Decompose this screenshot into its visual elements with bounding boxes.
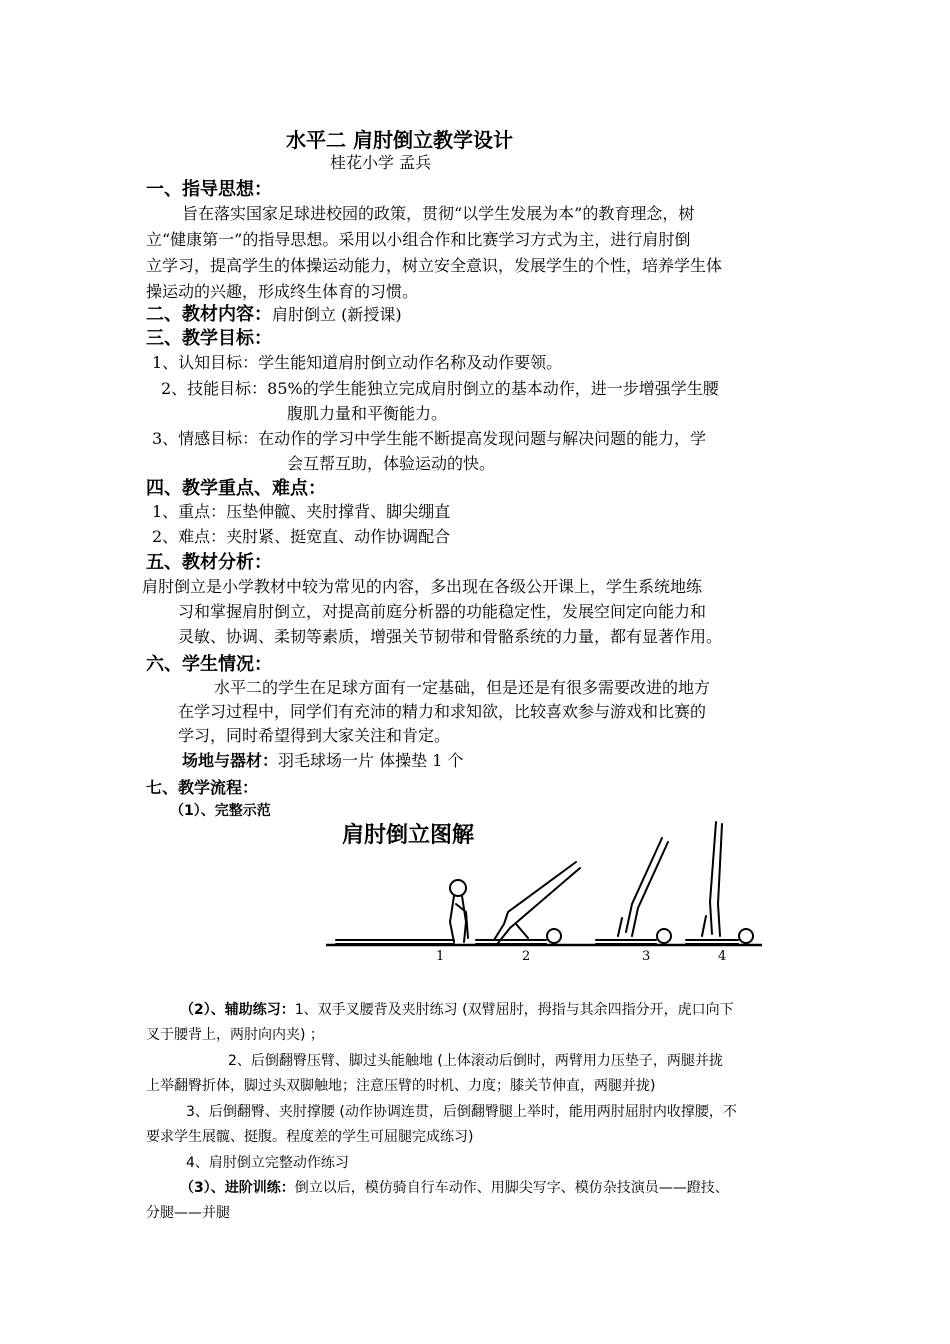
section-6-heading: 六、学生情况： (146, 654, 272, 675)
step-1-label: （1）、完整示范 (170, 803, 271, 819)
step-3-line-2: 分腿——并腿 (146, 1205, 230, 1221)
goal-skill-cont: 腹肌力量和平衡能力。 (287, 404, 448, 423)
section-7-heading: 七、教学流程： (146, 778, 259, 797)
step-2-label: （2）、辅助练习： (180, 1002, 295, 1018)
section-4-heading: 四、教学重点、难点： (146, 478, 326, 499)
pose-number-1: 1 (436, 949, 445, 962)
difficult-point: 2、难点：夹肘紧、挺宽直、动作协调配合 (152, 527, 451, 546)
step-2-text: 1、双手叉腰背及夹肘练习 (双臂屈肘，拇指与其余四指分开，虎口向下 (294, 1002, 734, 1018)
venue-line (182, 748, 463, 774)
venue-value: 羽毛球场一片 体操垫 1 个 (278, 751, 464, 770)
pose-number-3: 3 (642, 949, 651, 962)
section-5-line: 习和掌握肩肘倒立，对提高前庭分析器的功能稳定性，发展空间定向能力和 (178, 602, 707, 621)
diagram-title: 肩肘倒立图解 (342, 823, 475, 848)
section-1-line: 立学习，提高学生的体操运动能力，树立安全意识，发展学生的个性，培养学生体 (146, 256, 723, 275)
venue-label: 场地与器材： (182, 751, 279, 770)
step-2-line-1 (180, 999, 734, 1019)
pose-4-figure (686, 822, 753, 944)
pose-3-figure (596, 838, 671, 944)
step-2-line-4: 上举翻臀折体，脚过头双脚触地；注意压臂的时机、力度；膝关节伸直，两腿并拢) (146, 1078, 656, 1094)
step-3-text: 倒立以后，模仿骑自行车动作、用脚尖写字、模仿杂技演员——蹬技、 (294, 1180, 729, 1196)
section-3-heading: 三、教学目标： (146, 328, 272, 349)
step-2-line-3: 2、后倒翻臀压臂、脚过头能触地 (上体滚动后倒时，两臂用力压垫子，两腿并拢 (228, 1053, 723, 1069)
step-2-line-6: 要求学生展髋、挺腹。程度差的学生可屈腿完成练习) (146, 1129, 474, 1145)
step-2-line-7: 4、肩肘倒立完整动作练习 (186, 1155, 349, 1171)
section-1-line: 操运动的兴趣，形成终生体育的习惯。 (146, 282, 419, 301)
step-3-label: （3）、进阶训练： (180, 1180, 295, 1196)
section-5-line: 肩肘倒立是小学教材中较为常见的内容，多出现在各级公开课上，学生系统地练 (142, 577, 703, 596)
goal-skill: 2、技能目标：85%的学生能独立完成肩肘倒立的基本动作，进一步增强学生腰 (161, 379, 719, 398)
step-2-line-2: 叉于腰背上，两肘向内夹) ； (146, 1027, 324, 1043)
key-point: 1、重点：压垫伸髋、夹肘撑背、脚尖绷直 (152, 502, 451, 521)
step-3-line-1 (180, 1177, 729, 1197)
section-6-line: 在学习过程中，同学们有充沛的精力和求知欲，比较喜欢参与游戏和比赛的 (178, 702, 707, 721)
section-2-heading: 二、教材内容： (146, 304, 272, 325)
page-title: 水平二 肩肘倒立教学设计 (286, 128, 513, 152)
shoulder-stand-diagram (326, 812, 762, 962)
section-5-line: 灵敏、协调、柔韧等素质，增强关节韧带和骨骼系统的力量，都有显著作用。 (178, 627, 723, 646)
section-5-heading: 五、教材分析： (146, 552, 272, 573)
pose-number-2: 2 (522, 949, 531, 962)
section-1-heading: 一、指导思想： (146, 179, 272, 200)
section-6-line: 水平二的学生在足球方面有一定基础，但是还是有很多需要改进的地方 (214, 678, 711, 697)
goal-emotion-cont: 会互帮互助，体验运动的快。 (287, 454, 496, 473)
pose-2-figure (476, 862, 580, 944)
pose-number-4: 4 (718, 949, 727, 962)
step-2-line-5: 3、后倒翻臀、夹肘撑腰 (动作协调连贯，后倒翻臀腿上举时，能用两肘屈肘内收撑腰，不 (186, 1104, 737, 1120)
author-line: 桂花小学 孟兵 (330, 153, 432, 172)
diagram-illustration (326, 812, 762, 962)
goal-cognitive: 1、认知目标：学生能知道肩肘倒立动作名称及动作要领。 (152, 353, 563, 372)
goal-emotion: 3、情感目标：在动作的学习中学生能不断提高发现问题与解决问题的能力，学 (152, 429, 707, 448)
section-1-line: 旨在落实国家足球进校园的政策，贯彻“以学生发展为本”的教育理念，树 (182, 204, 695, 223)
pose-1-figure (336, 880, 468, 944)
section-6-line: 学习，同时希望得到大家关注和肯定。 (178, 726, 451, 745)
section-2-content: 肩肘倒立 (新授课) (272, 305, 402, 324)
section-1-line: 立“健康第一”的指导思想。采用以小组合作和比赛学习方式为主，进行肩肘倒 (146, 230, 691, 249)
